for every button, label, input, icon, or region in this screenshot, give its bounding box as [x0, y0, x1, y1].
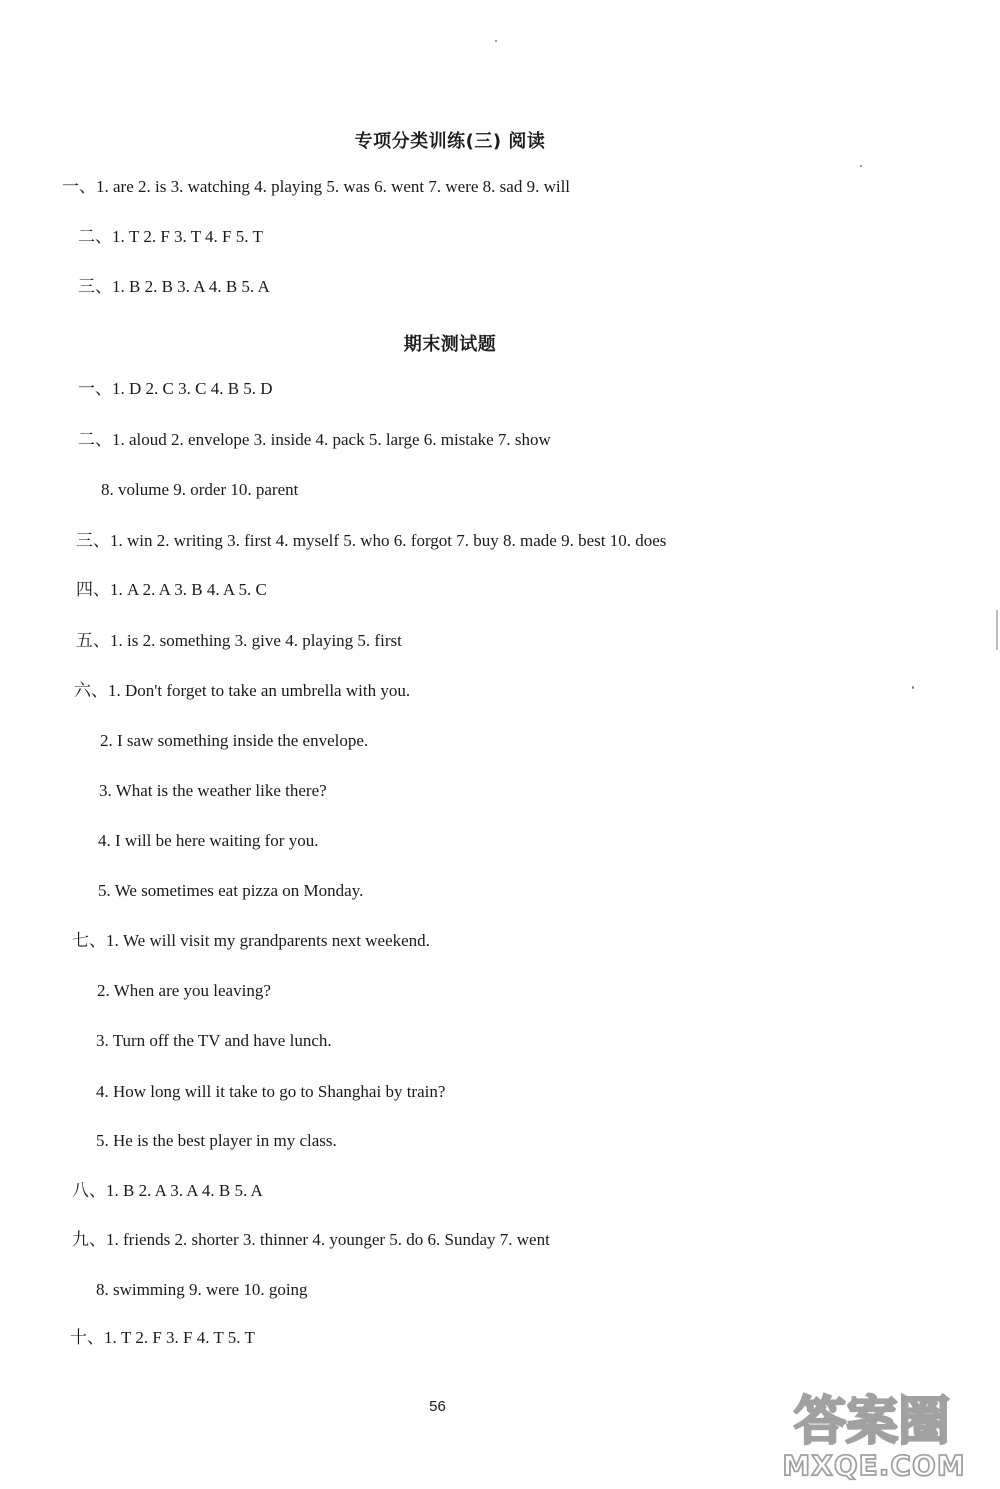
answer-line: 九、1. friends 2. shorter 3. thinner 4. younger 5. do 6. Sunday 7. went — [72, 1230, 550, 1249]
answer-line-continued: 8. volume 9. order 10. parent — [101, 480, 299, 499]
answer-line-continued: 3. What is the weather like there? — [99, 781, 327, 800]
page-number: 56 — [429, 1398, 446, 1415]
answer-line-continued: 3. Turn off the TV and have lunch. — [96, 1031, 332, 1050]
answer-line: 十、1. T 2. F 3. F 4. T 5. T — [70, 1328, 255, 1347]
answer-line-continued: 8. swimming 9. were 10. going — [96, 1280, 308, 1299]
answer-line-continued: 5. He is the best player in my class. — [96, 1131, 337, 1150]
answer-line-continued: 2. When are you leaving? — [97, 981, 271, 1000]
watermark-url: MXQE.COM — [782, 1449, 966, 1481]
scan-speck — [860, 165, 862, 167]
watermark-logo — [762, 1381, 982, 1481]
answer-line: 二、1. T 2. F 3. T 4. F 5. T — [78, 227, 263, 246]
scan-speck — [912, 686, 914, 689]
answer-line-continued: 4. I will be here waiting for you. — [98, 831, 319, 850]
answer-line: 四、1. A 2. A 3. B 4. A 5. C — [76, 580, 267, 599]
section-title-final-exam: 期末测试题 — [403, 334, 497, 355]
answer-line: 五、1. is 2. something 3. give 4. playing 5. first — [76, 631, 402, 650]
answer-line: 七、1. We will visit my grandparents next weekend. — [72, 931, 430, 950]
scan-speck — [495, 40, 497, 42]
answer-line-continued: 4. How long will it take to go to Shanghai by train? — [96, 1082, 446, 1101]
watermark-chars: 答案圈 — [793, 1392, 951, 1452]
answer-line: 一、1. are 2. is 3. watching 4. playing 5. was 6. went 7. were 8. sad 9. will — [62, 177, 571, 196]
answer-line: 三、1. B 2. B 3. A 4. B 5. A — [78, 277, 270, 296]
answer-line: 三、1. win 2. writing 3. first 4. myself 5. who 6. forgot 7. buy 8. made 9. best 10. does — [76, 531, 667, 550]
answer-line-continued: 5. We sometimes eat pizza on Monday. — [98, 881, 364, 900]
scan-speck — [996, 610, 998, 650]
answer-line: 六、1. Don't forget to take an umbrella with you. — [74, 681, 411, 700]
answer-line: 一、1. D 2. C 3. C 4. B 5. D — [78, 379, 273, 398]
answer-line-continued: 2. I saw something inside the envelope. — [100, 731, 369, 750]
answer-line: 二、1. aloud 2. envelope 3. inside 4. pack 5. large 6. mistake 7. show — [78, 430, 551, 449]
answer-line: 八、1. B 2. A 3. A 4. B 5. A — [72, 1181, 263, 1200]
section-title-reading: 专项分类训练(三) 阅读 — [354, 131, 546, 152]
